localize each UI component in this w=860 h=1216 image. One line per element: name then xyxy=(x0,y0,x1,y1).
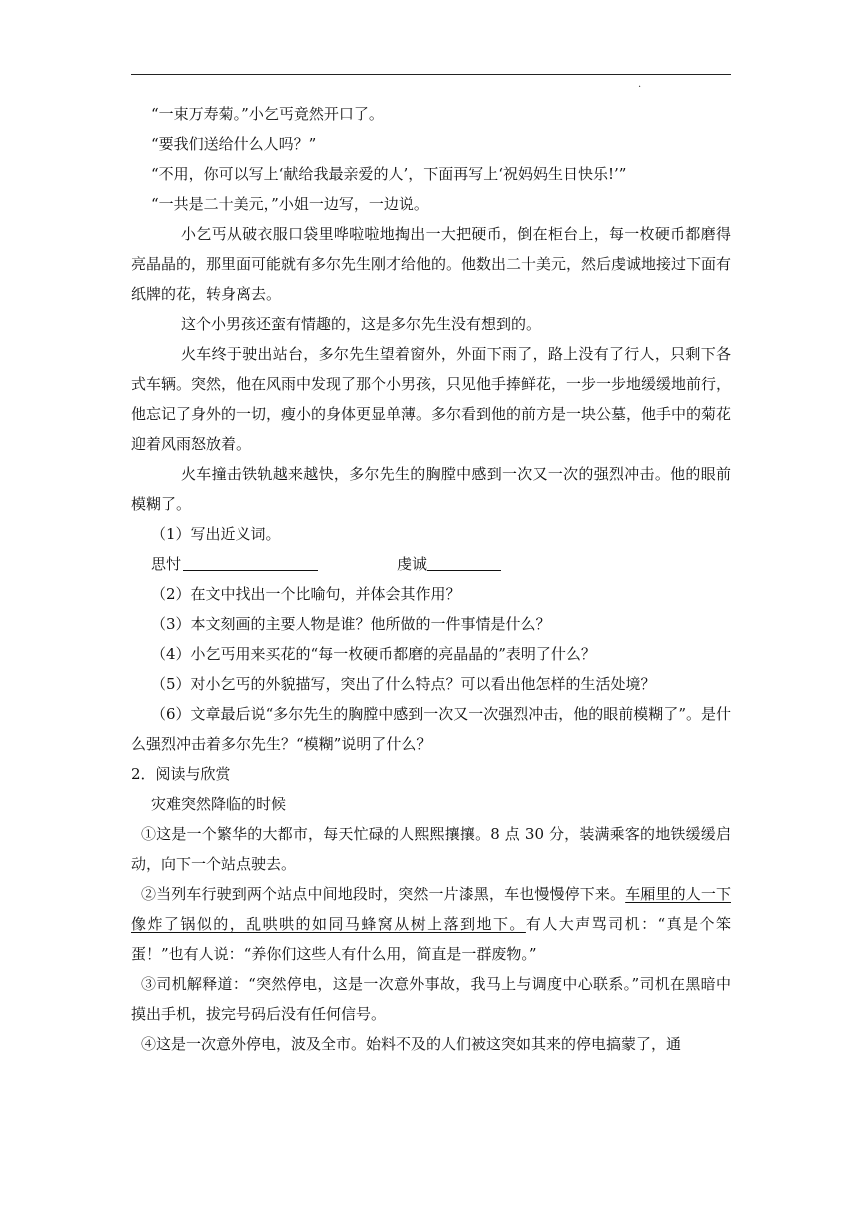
story-paragraph: 这个小男孩还蛮有情趣的，这是多尔先生没有想到的。 xyxy=(181,315,542,333)
synonym-blank-a[interactable] xyxy=(183,570,318,571)
question-5: （5）对小乞丐的外貌描写，突出了什么特点？可以看出他怎样的生活处境？ xyxy=(151,675,656,693)
header-rule xyxy=(131,74,731,75)
question-6: （6）文章最后说“多尔先生的胸膛中感到一次又一次强烈冲击，他的眼前模糊了”。是什么强烈冲击着多尔先生？“模糊”说明了什么？ xyxy=(131,705,731,753)
dialogue-line: “一共是二十美元，”小姐一边写，一边说。 xyxy=(151,195,429,213)
synonym-blank-b[interactable] xyxy=(427,570,501,571)
paragraph-2-text: ②当列车行驶到两个站点中间地段时，突然一片漆黑，车也慢慢停下来。 xyxy=(141,885,626,903)
paragraph-2-text-end: 有人大声骂司机：“真是个笨蛋！”也有人说：“养你们这些人有什么用，简直是一群废物。” xyxy=(131,915,731,963)
article-paragraph-1: ①这是一个繁华的大都市，每天忙碌的人熙熙攘攘。8 点 30 分，装满乘客的地铁缓缓启动，向下一个站点驶去。 xyxy=(131,825,731,873)
dialogue-line: “一束万寿菊。”小乞丐竟然开口了。 xyxy=(151,105,384,123)
story-paragraph: 小乞丐从破衣服口袋里哗啦啦地掏出一大把硬币，倒在柜台上，每一枚硬币都磨得亮晶晶的，那里面可能就有多尔先生刚才给他的。他数出二十美元，然后虔诚地接过下面有纸牌的花，转身离去。 xyxy=(131,225,732,303)
article-paragraph-3: ③司机解释道：“突然停电，这是一次意外事故，我马上与调度中心联系。”司机在黑暗中摸出手机，拔完号码后没有任何信号。 xyxy=(131,975,731,1023)
synonym-fill-row xyxy=(131,549,731,579)
article-paragraph-2 xyxy=(131,879,731,969)
question-3: （3）本文刻画的主要人物是谁？他所做的一件事情是什么？ xyxy=(151,615,551,633)
underlined-sentence: 车厢里的人一下像炸了锅似的，乱哄哄的如同马蜂窝从树上落到地下。 xyxy=(131,885,731,933)
section-heading: 2．阅读与欣赏 xyxy=(131,765,231,783)
question-4: （4）小乞丐用来买花的“每一枚硬币都磨的亮晶晶的”表明了什么？ xyxy=(151,645,596,663)
synonym-label-a: 思忖 xyxy=(151,555,182,573)
question-2: （2）在文中找出一个比喻句，并体会其作用？ xyxy=(151,585,461,603)
story-paragraph: 火车终于驶出站台，多尔先生望着窗外，外面下雨了，路上没有了行人，只剩下各式车辆。突然，他在风雨中发现了那个小男孩，只见他手捧鲜花，一步一步地缓缓地前行，他忘记了身外的一切，瘦小的身体更显单薄。多尔看到他的前方是一块公墓，他手中的菊花迎着风雨怒放着。 xyxy=(131,345,732,453)
dialogue-line: “要我们送给什么人吗？” xyxy=(151,135,317,153)
article-title: 灾难突然降临的时候 xyxy=(151,795,287,813)
header-dot: . xyxy=(638,79,642,90)
article-paragraph-4: ④这是一次意外停电，波及全市。始料不及的人们被这突如其来的停电搞蒙了，通 xyxy=(141,1035,682,1053)
story-paragraph: 火车撞击铁轨越来越快，多尔先生的胸膛中感到一次又一次的强烈冲击。他的眼前模糊了。 xyxy=(131,465,731,513)
question-1: （1）写出近义词。 xyxy=(151,525,281,543)
dialogue-line: “不用，你可以写上‘献给我最亲爱的人’，下面再写上‘祝妈妈生日快乐!’” xyxy=(151,165,627,183)
synonym-label-b: 虔诚 xyxy=(397,555,428,573)
page-content xyxy=(131,99,731,1059)
